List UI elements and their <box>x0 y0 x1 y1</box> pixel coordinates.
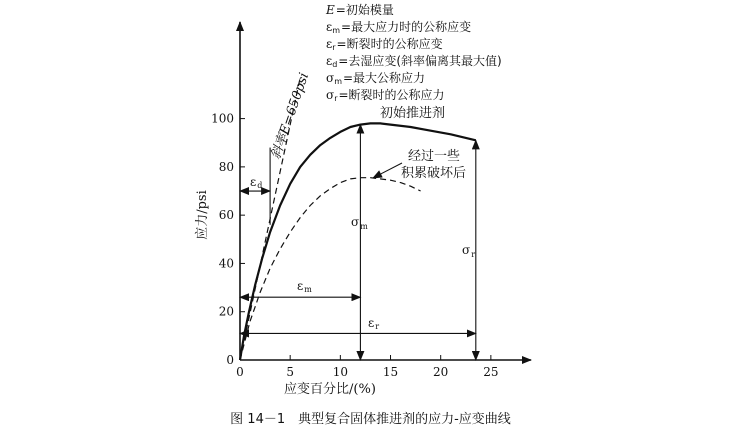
legend-item: $\sigma_r=$断裂时的公称应力 <box>326 88 445 103</box>
x-tick-label: 15 <box>382 365 399 379</box>
sigma-r-label: $\sigma_r$ <box>462 243 476 259</box>
slope-label: 斜率E=650psi <box>268 70 313 162</box>
damaged-label-line1: 经过一些 <box>408 149 461 164</box>
damaged-pointer <box>373 163 402 178</box>
legend-item: $\varepsilon_r=$断裂时的公称应变 <box>326 37 443 52</box>
legend-item: $\varepsilon_m=$最大应力时的公称应变 <box>326 20 472 35</box>
legend-item: E=初始模量 <box>326 3 394 17</box>
eps-r-label: εr <box>368 316 380 331</box>
y-tick-label: 60 <box>218 208 234 223</box>
eps-d-label: εd <box>250 175 263 190</box>
eps-m-label: εm <box>297 279 312 294</box>
damaged-label-line2: 积累破坏后 <box>401 166 467 181</box>
y-axis-label: 应力/psi <box>195 190 210 240</box>
y-tick-label: 40 <box>218 256 234 271</box>
y-tick-label: 20 <box>218 304 234 319</box>
figure-caption: 图 14－1 典型复合固体推进剂的应力-应变曲线 <box>230 412 511 427</box>
y-tick-label: 80 <box>218 159 234 174</box>
legend-item: $\varepsilon_d=$去湿应变(斜率偏离其最大值) <box>326 54 502 69</box>
legend-item: $\sigma_m=$最大公称应力 <box>326 71 426 86</box>
y-tick-label: 100 <box>211 111 234 126</box>
damaged-propellant-curve <box>240 178 421 360</box>
initial-propellant-label: 初始推进剂 <box>380 106 446 121</box>
x-tick-label: 10 <box>332 365 348 379</box>
x-tick-label: 25 <box>483 365 499 379</box>
x-tick-label: 20 <box>433 365 449 379</box>
y-tick-label: 0 <box>226 353 234 367</box>
sigma-m-label: $\sigma_m$ <box>351 215 368 231</box>
x-tick-label: 5 <box>286 365 294 379</box>
x-tick-label: 0 <box>236 365 244 379</box>
x-axis-label: 应变百分比/(%) <box>284 382 376 397</box>
